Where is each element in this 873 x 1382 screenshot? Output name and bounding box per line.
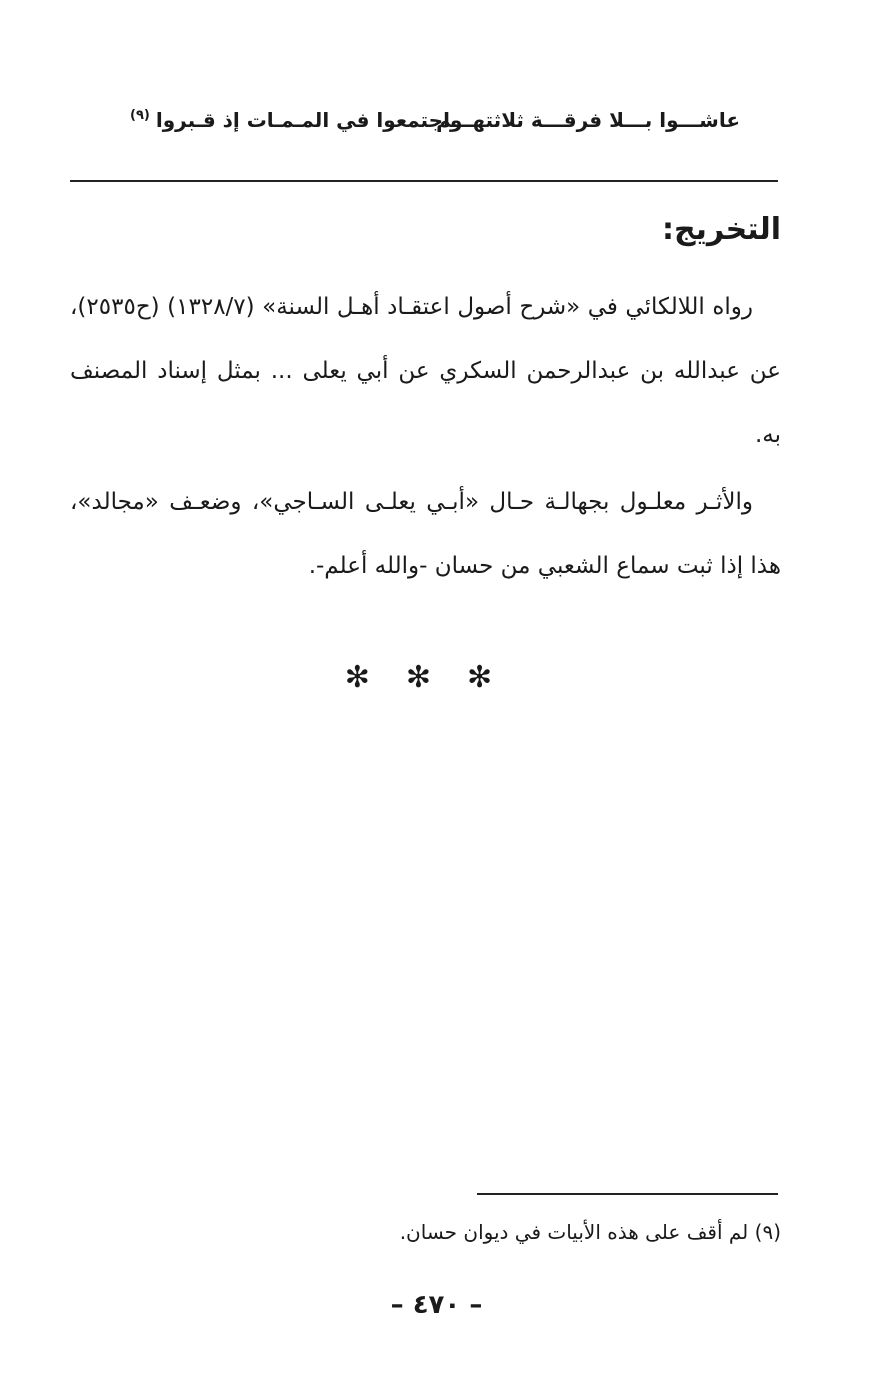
poem-second-hemistich-text: واجتمعوا في المـمـات إذ قـبروا bbox=[155, 108, 463, 132]
section-separator: ✻✻✻ bbox=[344, 660, 529, 695]
grading-paragraph: والأثـر معلـول بجهالـة حـال «أبـي يعلـى السـاجي»، وضعـف «مجالد»، هذا إذا ثبت سماع الشعبي من حسان -والله أعلم-. bbox=[70, 489, 781, 579]
page-number: – ٤٧٠ – bbox=[390, 1290, 483, 1320]
poem-first-hemistich: عاشـــوا بـــلا فرقـــة ثلاثتهـــم bbox=[436, 108, 740, 132]
header-divider bbox=[70, 180, 778, 182]
footnote-text: (٩) لم أقف على هذه الأبيات في ديوان حسان. bbox=[399, 1220, 781, 1244]
takhrij-paragraph: رواه اللالكائي في «شرح أصول اعتقـاد أهـل السنة» (١٣٢٨/٧) (ح٢٥٣٥)، عن عبدالله بن عبدالرحمن السكري عن أبي يعلى ... بمثل إسناد المصنف به. bbox=[70, 294, 781, 448]
section-heading: التخريج: bbox=[662, 212, 781, 247]
footnote-reference: (٩) bbox=[130, 108, 150, 124]
footnote-divider bbox=[477, 1193, 778, 1195]
poem-second-hemistich bbox=[130, 108, 462, 132]
poem-verse bbox=[100, 108, 750, 148]
